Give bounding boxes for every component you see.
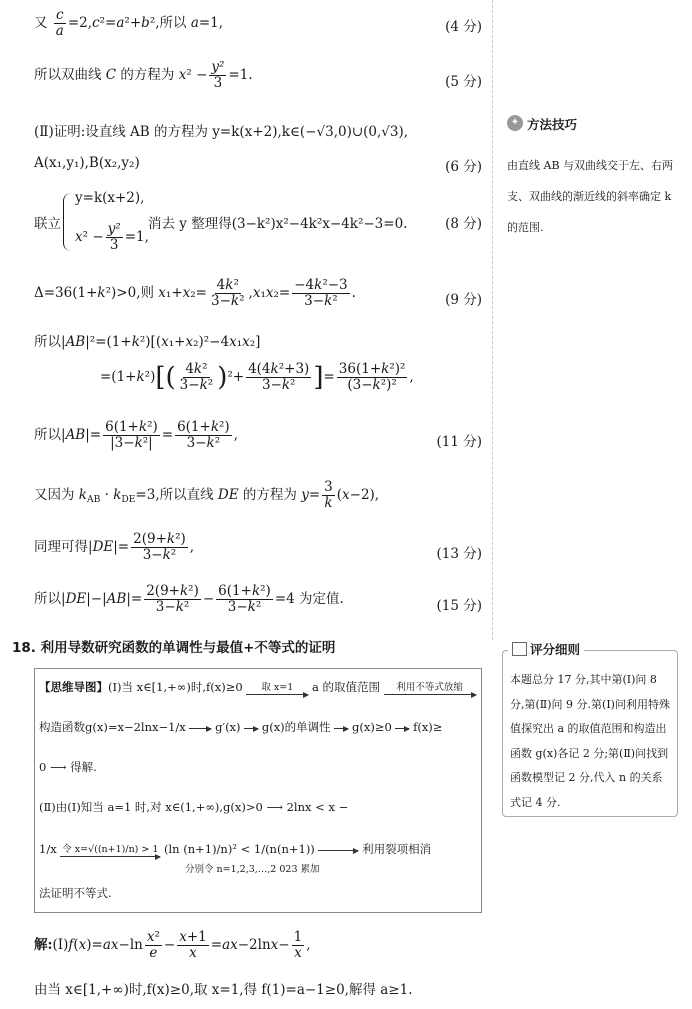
mind-map-r2-d: g(x)≥0 [351, 720, 392, 734]
solution-line-2: 由当 x∈[1,+∞)时,f(x)≥0,取 x=1,得 f(1)=a−1≥0,解得 a≥1. [34, 982, 413, 998]
line-discriminant: Δ=36(1+k²)>0,则 x₁+x₂= $\frac{\text{4k²}}{\text{3−k²}}$ ,x₁x₂= $\frac{\text{−4k²−3}}{\text{3−k²}}$ . [34, 277, 356, 309]
line-eliminate: 消去 y 整理得(3−k²)x²−4k²x−4k²−3=0. [148, 216, 408, 232]
tips-text: 由直线 AB 与双曲线交于左、右两支、双曲线的渐近线的斜率确定 k 的范围. [507, 159, 674, 234]
score-9: (9 分) [445, 292, 482, 308]
mind-map-arrow [244, 728, 258, 729]
line-de-length: 同理可得|DE|= $\frac{\text{2(9+k²)}}{\text{3−k²}}$ , [34, 531, 195, 563]
mind-map-r2-c: g(x)的单调性 [261, 720, 331, 734]
mind-map-r5-b: (ln (n+1)/n)² < 1/(n(n+1)) [164, 842, 315, 856]
mind-map-arrow [395, 728, 409, 729]
mind-map-r5-a: 1/x [39, 842, 57, 856]
mind-map-row-6: 法证明不等式. [39, 886, 112, 900]
score-5: (5 分) [445, 74, 482, 90]
score-6: (6 分) [445, 159, 482, 175]
mind-map-arrow [189, 728, 211, 729]
line-de-equation: 又因为 $k_{AB} \cdot k_{DE}=3$,所以直线 DE 的方程为 y= $\frac{3}{k}$ (x−2), [34, 479, 380, 511]
question-number: 18. [12, 640, 36, 656]
mind-map-r2-e: f(x)≥ [413, 720, 443, 734]
mind-map-label: 【思维导图】 [39, 680, 108, 694]
question-topic: 利用导数研究函数的单调性与最值+不等式的证明 [40, 640, 336, 656]
lightbulb-icon: ✦ [507, 115, 523, 131]
line-system-label: 联立 [34, 216, 61, 232]
score-13: (13 分) [436, 546, 482, 562]
line-proof-setup: (Ⅱ)证明:设直线 AB 的方程为 y=k(x+2),k∈(−√3,0)∪(0,√3), [34, 124, 409, 140]
grading-text: 本题总分 17 分,其中第(Ⅰ)问 8 分,第(Ⅱ)问 9 分.第(Ⅰ)问利用特殊值探究出 a 的取值范围和构造出函数 g(x)各记 2 分;第(Ⅱ)问找到函数模型记 2 分,代入 n 的关系式记 4 分. [510, 673, 670, 809]
mind-map-arrow: 利用不等式放缩 [384, 682, 476, 695]
system-eq1: y=k(x+2), [75, 190, 145, 206]
solution-line-1: 解:(Ⅰ)f(x)=ax−ln $\frac{\text{x²}}{e}$ − $\frac{x+1}{x}$ =ax−2lnx− $\frac{1}{x}$ , [34, 929, 311, 961]
mind-map-row-5 [39, 841, 431, 857]
margin-divider [492, 0, 493, 640]
system-brace [63, 193, 73, 251]
mind-map-box [34, 668, 482, 913]
score-11: (11 分) [436, 434, 482, 450]
line-eccentricity: 又 $\frac{c}{a}$ =2,c²=a²+b²,所以 a=1, [34, 7, 224, 39]
line-points: A(x₁,y₁),B(x₂,y₂) [34, 155, 140, 171]
notebook-icon [512, 642, 527, 656]
mind-map-row-1 [39, 679, 476, 695]
mind-map-arrow [318, 850, 358, 851]
mind-map-row-4: (Ⅱ)由(Ⅰ)知当 a=1 时,对 x∈(1,+∞),g(x)>0 ⟶ 2lnx < x − [39, 800, 349, 814]
mind-map-arrow [334, 728, 348, 729]
question-18-title [12, 636, 335, 656]
grading-title [508, 640, 584, 658]
mind-map-arrow: 取 x=1 [246, 682, 308, 695]
mind-map-r1-a: (Ⅰ)当 x∈[1,+∞)时,f(x)≥0 [108, 680, 243, 694]
mind-map-arrow: 令 x=√((n+1)/n) > 1 [62, 843, 159, 855]
mind-map-r5-c: 利用裂项相消 [362, 842, 432, 856]
system-eq2: x² − $\frac{\text{y²}}{3}$ =1, [75, 221, 149, 253]
line-ab-length: 所以|AB|= $\frac{\text{6(1+k²)}}{\text{|3−k²|}}$ = $\frac{\text{6(1+k²)}}{\text{3−k²}}$ , [34, 419, 238, 451]
mind-map-row-3: 0 ⟶ 得解. [39, 760, 97, 774]
grading-title-text: 评分细则 [530, 642, 581, 657]
mind-map-r2-a: 构造函数g(x)=x−2lnx−1/x [39, 720, 186, 734]
tips-title: 方法技巧 [527, 117, 578, 132]
line-hyperbola-equation: 所以双曲线 C 的方程为 x² − $\frac{\text{y²}}{3}$ =1. [34, 59, 253, 91]
mind-map-r2-b: g′(x) [215, 720, 241, 734]
line-ab-squared: 所以|AB|²=(1+k²)[(x₁+x₂)²−4x₁x₂] [34, 334, 261, 350]
line-ab-expand: =(1+k²)[( $\frac{\text{4k²}}{\text{3−k²}}$ )²+ $\frac{\text{4(4k²+3)}}{\text{3−k²}}$ ]= $\frac{\text{36(1+k²)²}}{\text{(3−k²)²}}$ , [100, 361, 414, 393]
line-conclusion: 所以|DE|−|AB|= $\frac{\text{2(9+k²)}}{\text{3−k²}}$ − $\frac{\text{6(1+k²)}}{\text{3−k²}}$ =4 为定值. [34, 583, 344, 615]
score-15: (15 分) [436, 598, 482, 614]
mind-map-row-2 [39, 719, 442, 735]
score-8: (8 分) [445, 216, 482, 232]
solution-label: 解: [34, 936, 53, 953]
score-4: (4 分) [445, 19, 482, 35]
mind-map-r1-b: a 的取值范围 [311, 680, 380, 694]
mind-map-r5-note: 分别令 n=1,2,3,…,2 023 累加 [185, 864, 320, 875]
